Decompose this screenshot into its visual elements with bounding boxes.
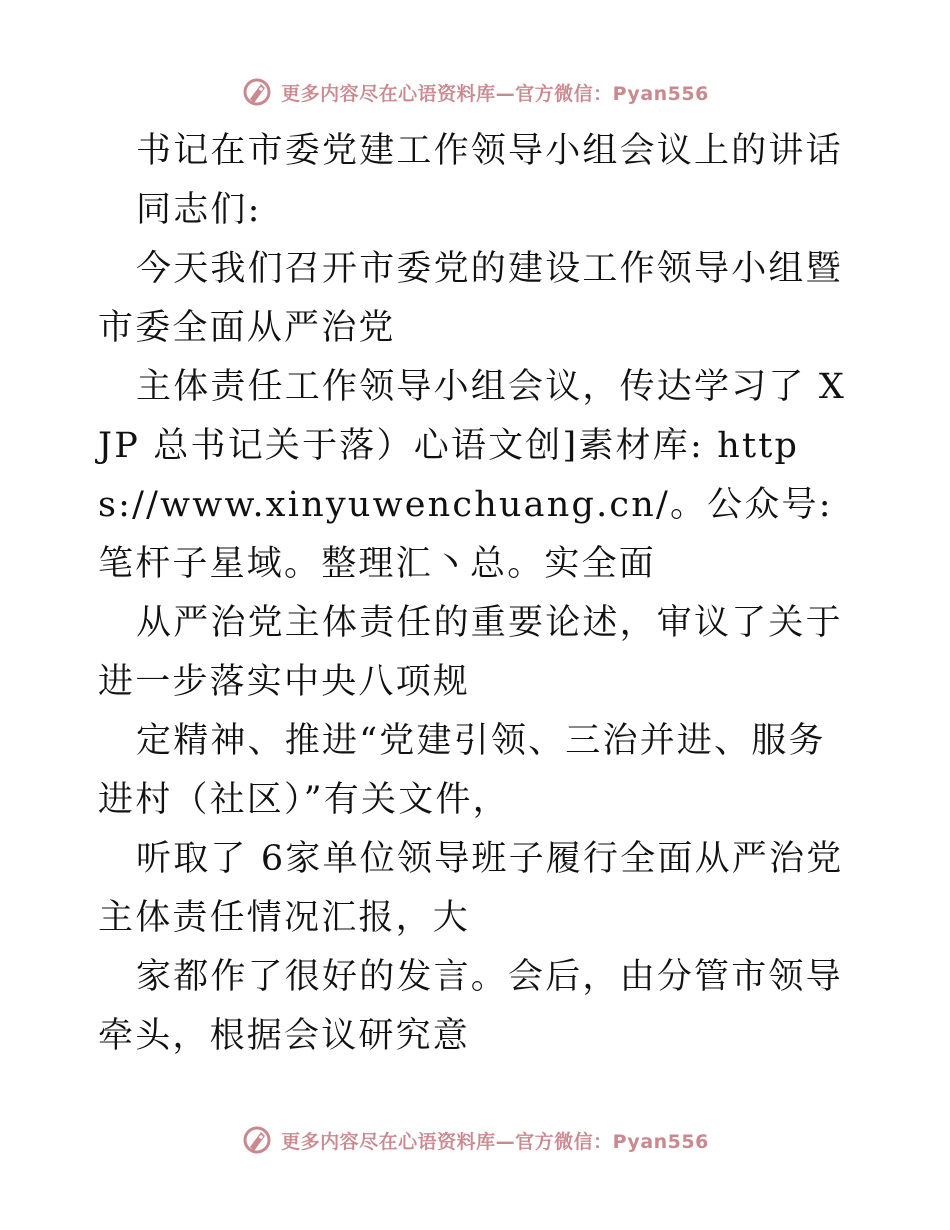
watermark-text: 更多内容尽在心语资料库—官方微信：Pyan556 <box>281 1130 709 1153</box>
paragraph: 从严治党主体责任的重要论述，审议了关于进一步落实中央八项规 <box>98 603 843 702</box>
paragraph: 同志们: <box>136 190 262 230</box>
pen-nib-circle-icon <box>241 1124 273 1156</box>
paragraph: 听取了 6家单位领导班子履行全面从严治党主体责任情况汇报，大 <box>98 839 844 938</box>
document-title: 书记在市委党建工作领导小组会议上的讲话 <box>136 131 843 171</box>
document-body <box>98 122 858 1066</box>
paragraph: 主体责任工作领导小组会议，传达学习了 XJP 总书记关于落）心语文创]素材库: https://www.xinyuwenchuang.cn/。公众号: 笔杆子星域。整理汇丶总。实全面 <box>98 367 847 584</box>
watermark-text: 更多内容尽在心语资料库—官方微信：Pyan556 <box>281 82 709 105</box>
paragraph: 家都作了很好的发言。会后，由分管市领导牵头，根据会议研究意 <box>98 957 843 1056</box>
header-watermark <box>0 72 950 112</box>
paragraph: 今天我们召开市委党的建设工作领导小组暨市委全面从严治党 <box>98 249 843 348</box>
footer-watermark <box>0 1120 950 1160</box>
paragraph: 定精神、推进“党建引领、三治并进、服务进村（社区）”有关文件， <box>98 721 826 820</box>
pen-nib-circle-icon <box>241 76 273 108</box>
